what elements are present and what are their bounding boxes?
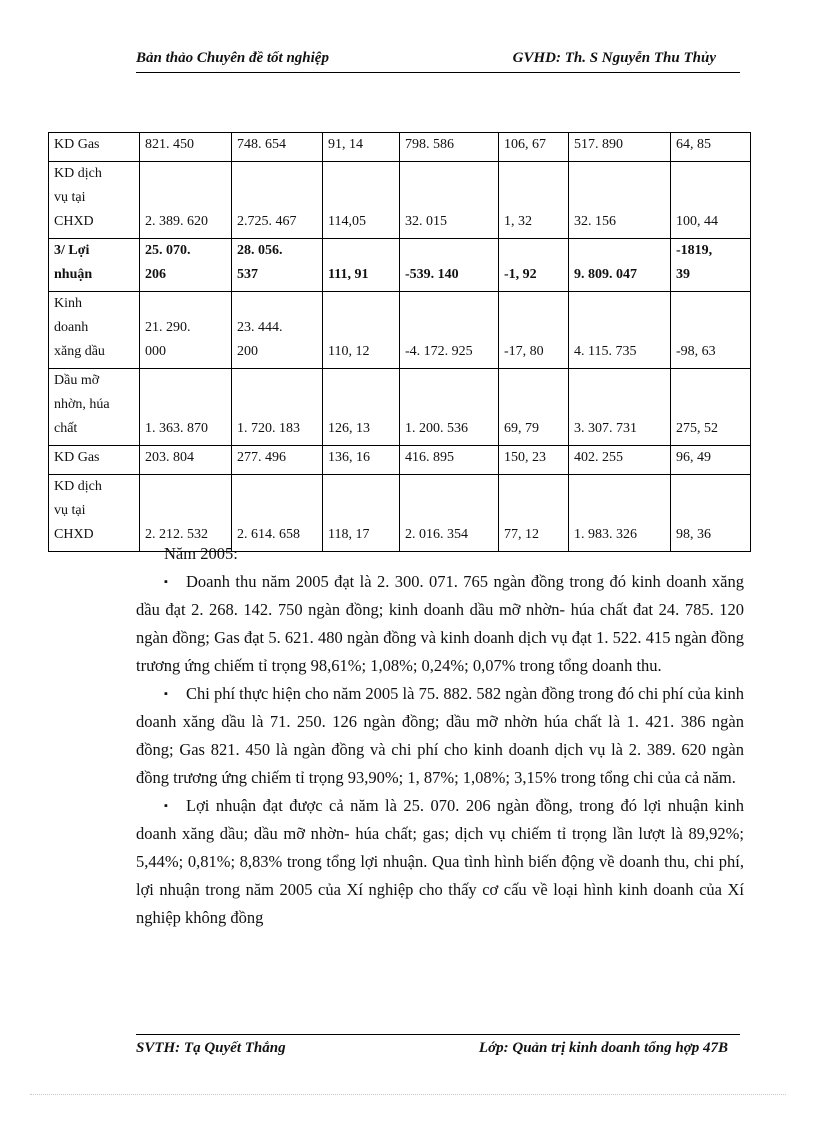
table-cell: 28. 056. 537 — [232, 239, 323, 292]
table-cell: 1. 983. 326 — [569, 475, 671, 552]
table-cell: 110, 12 — [323, 292, 400, 369]
table-cell: -539. 140 — [400, 239, 499, 292]
table-cell: 32. 156 — [569, 162, 671, 239]
table-cell: 2. 389. 620 — [140, 162, 232, 239]
table-cell: 32. 015 — [400, 162, 499, 239]
table-cell: 3. 307. 731 — [569, 369, 671, 446]
bullet-text: Lợi nhuận đạt được cả năm là 25. 070. 206 ngàn đồng, trong đó lợi nhuận kinh doanh xăng dầu; dầu mỡ nhờn- húa chất; gas; dịch vụ chiếm tỉ trọng lần lượt là 89,92%; 5,44%; 0,81%; 8,83% trong tổng lợi nhuận. Qua tình hình biến động về doanh thu, chi phí, lợi nhuận trong năm 2005 của Xí nghiệp cho thấy cơ cấu về loại hình kinh doanh của Xí nghiệp không đồng — [136, 796, 744, 927]
table-cell: 1. 363. 870 — [140, 369, 232, 446]
table-row — [49, 292, 751, 369]
table-cell: 136, 16 — [323, 446, 400, 475]
table-cell: 416. 895 — [400, 446, 499, 475]
table-cell: 748. 654 — [232, 133, 323, 162]
table-cell: 798. 586 — [400, 133, 499, 162]
bullet-icon: ▪ — [164, 800, 168, 812]
table-cell: 1. 720. 183 — [232, 369, 323, 446]
footer-student: SVTH: Tạ Quyết Thắng — [136, 1040, 286, 1056]
table-cell: 150, 23 — [499, 446, 569, 475]
table-cell: 402. 255 — [569, 446, 671, 475]
table-cell: -1819, 39 — [671, 239, 751, 292]
bullet-paragraph-revenue — [136, 568, 744, 680]
table-cell: 98, 36 — [671, 475, 751, 552]
page-footer — [136, 1034, 740, 1065]
table-row-label: 3/ Lợi nhuận — [49, 239, 140, 292]
header-advisor: GVHD: Th. S Nguyễn Thu Thủy — [512, 50, 716, 66]
table-cell: 1. 200. 536 — [400, 369, 499, 446]
table-row — [49, 133, 751, 162]
table-row — [49, 446, 751, 475]
financial-table — [48, 132, 751, 552]
table-cell: 2.725. 467 — [232, 162, 323, 239]
table-cell: 111, 91 — [323, 239, 400, 292]
table-cell: 203. 804 — [140, 446, 232, 475]
table-cell: 96, 49 — [671, 446, 751, 475]
bullet-icon: ▪ — [164, 576, 168, 588]
bullet-icon: ▪ — [164, 688, 168, 700]
table-row — [49, 239, 751, 292]
bullet-paragraph-profit — [136, 792, 744, 932]
table-row-label: KD dịch vụ tại CHXD — [49, 475, 140, 552]
table-cell: 114,05 — [323, 162, 400, 239]
page-edge-divider — [30, 1094, 786, 1095]
table-cell: 2. 212. 532 — [140, 475, 232, 552]
header-document-title: Bản thảo Chuyên đề tốt nghiệp — [136, 50, 329, 66]
table-cell: 25. 070. 206 — [140, 239, 232, 292]
table-row — [49, 162, 751, 239]
table-cell: -98, 63 — [671, 292, 751, 369]
table-cell: 2. 614. 658 — [232, 475, 323, 552]
footer-class: Lớp: Quản trị kinh doanh tổng hợp 47B — [478, 1040, 728, 1056]
table-cell: -1, 92 — [499, 239, 569, 292]
financial-table-body — [49, 133, 751, 552]
bullet-paragraph-cost — [136, 680, 744, 792]
table-cell: 91, 14 — [323, 133, 400, 162]
table-row-label: KD Gas — [49, 133, 140, 162]
table-cell: 100, 44 — [671, 162, 751, 239]
table-cell: 277. 496 — [232, 446, 323, 475]
table-cell: 23. 444. 200 — [232, 292, 323, 369]
table-cell: 118, 17 — [323, 475, 400, 552]
table-cell: 1, 32 — [499, 162, 569, 239]
bullet-text: Doanh thu năm 2005 đạt là 2. 300. 071. 765 ngàn đồng trong đó kinh doanh xăng dầu đạt 2. 268. 142. 750 ngàn đồng; kinh doanh dầu mỡ nhờn- húa chất đat 24. 785. 120 ngàn đồng; Gas đạt 5. 621. 480 ngàn đồng và kinh doanh dịch vụ đạt 1. 522. 415 ngàn đồng trương ứng chiếm tỉ trọng 98,61%; 1,08%; 0,24%; 0,07% trong tổng doanh thu. — [136, 572, 744, 675]
body-text — [136, 540, 744, 932]
table-cell: 821. 450 — [140, 133, 232, 162]
table-row-label: Dầu mỡ nhờn, húa chất — [49, 369, 140, 446]
page-header — [136, 48, 740, 73]
table-row-label: Kinh doanh xăng dầu — [49, 292, 140, 369]
table-row — [49, 369, 751, 446]
table-cell: 517. 890 — [569, 133, 671, 162]
table-cell: 64, 85 — [671, 133, 751, 162]
table-cell: 106, 67 — [499, 133, 569, 162]
table-cell: 9. 809. 047 — [569, 239, 671, 292]
table-row-label: KD dịch vụ tại CHXD — [49, 162, 140, 239]
table-cell: 69, 79 — [499, 369, 569, 446]
table-cell: 21. 290. 000 — [140, 292, 232, 369]
table-cell: 2. 016. 354 — [400, 475, 499, 552]
table-cell: 126, 13 — [323, 369, 400, 446]
table-cell: 77, 12 — [499, 475, 569, 552]
table-row-label: KD Gas — [49, 446, 140, 475]
table-cell: -4. 172. 925 — [400, 292, 499, 369]
year-heading: Năm 2005: — [164, 544, 238, 563]
table-cell: 275, 52 — [671, 369, 751, 446]
bullet-text: Chi phí thực hiện cho năm 2005 là 75. 882. 582 ngàn đồng trong đó chi phí của kinh doanh xăng dầu là 71. 250. 126 ngàn đồng; dầu mỡ nhờn húa chất là 1. 421. 386 ngàn đồng; Gas 821. 450 là ngàn đồng và chi phí cho kinh doanh dịch vụ là 2. 389. 620 ngàn đồng trương ứng chiếm tỉ trọng 93,90%; 1, 87%; 1,08%; 3,15% trong tổng chi của cả năm. — [136, 684, 744, 787]
table-cell: -17, 80 — [499, 292, 569, 369]
table-cell: 4. 115. 735 — [569, 292, 671, 369]
